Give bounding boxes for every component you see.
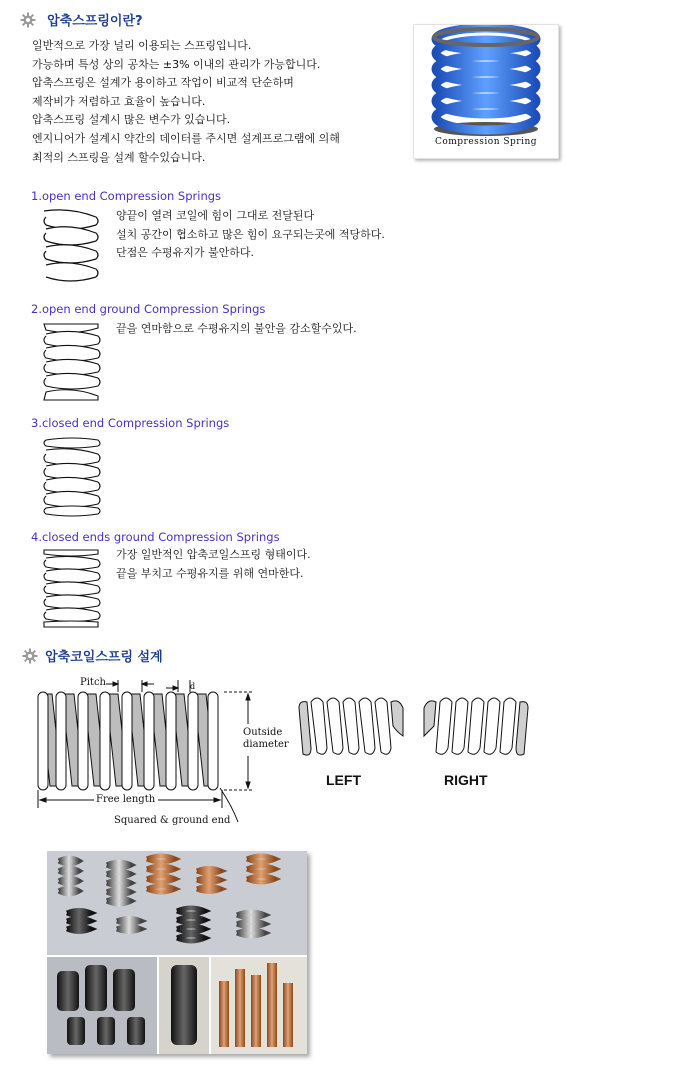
image-caption: Compression Spring <box>434 137 538 147</box>
intro-line: 제작비가 저렴하고 효율이 높습니다. <box>32 94 206 108</box>
intro-line: 압축스프링은 설계가 용이하고 작업이 비교적 단순하며 <box>32 76 294 90</box>
gear-icon <box>22 648 38 664</box>
wire-diameter-label: d <box>190 682 196 691</box>
intro-paragraph <box>32 37 402 167</box>
spring-collage-image <box>47 851 307 1054</box>
closed-end-spring-drawing <box>42 436 102 518</box>
outside-label: Outside <box>243 727 283 738</box>
type1-title: 1.open end Compression Springs <box>31 189 222 203</box>
left-hand-coil-drawing <box>297 692 407 762</box>
left-label: LEFT <box>326 772 361 788</box>
intro-line: 가능하며 특성 상의 공차는 ±3% 이내의 관리가 가능합니다. <box>32 57 321 71</box>
squared-ground-end-label: Squared & ground end <box>114 815 231 826</box>
type4-desc-line: 끝을 부치고 수평유지를 위해 연마한다. <box>116 566 304 580</box>
free-length-label: Free length <box>96 794 156 805</box>
type1-desc-line: 설치 공간이 협소하고 많은 힘이 요구되는곳에 적당하다. <box>116 227 385 241</box>
gear-icon <box>20 12 36 28</box>
intro-line: 최적의 스프링을 설계 할수있습니다. <box>32 150 206 164</box>
blue-spring-illustration <box>414 25 558 137</box>
pitch-label: Pitch <box>80 677 106 688</box>
open-end-spring-drawing <box>40 207 102 287</box>
intro-line: 일반적으로 가장 널리 이용되는 스프링입니다. <box>32 39 252 52</box>
type2-description <box>116 320 357 339</box>
open-end-ground-spring-drawing <box>42 322 102 402</box>
type2-desc-line: 끝을 연마함으로 수평유지의 불안을 감소할수있다. <box>116 322 357 335</box>
spring-design-diagram <box>32 676 294 836</box>
type4-description <box>116 546 311 583</box>
intro-line: 엔지니어가 설계시 약간의 데이터를 주시면 설계프로그램에 의해 <box>32 131 340 145</box>
type1-desc-line: 양끝이 열려 코일에 힘이 그대로 전달된다 <box>116 209 315 222</box>
spring-products-photo <box>47 851 307 1054</box>
intro-line: 압축스프링 설계시 많은 변수가 있습니다. <box>32 113 231 127</box>
compression-spring-image <box>413 24 559 159</box>
section2-title: 압축코일스프링 설계 <box>45 650 163 665</box>
diameter-label: diameter <box>243 739 289 750</box>
section1-header <box>20 10 143 29</box>
type2-title: 2.open end ground Compression Springs <box>31 302 266 316</box>
section1-title: 압축스프링이란? <box>47 14 143 29</box>
type3-title: 3.closed end Compression Springs <box>31 416 230 430</box>
right-hand-coil-drawing <box>420 692 530 762</box>
type4-title: 4.closed ends ground Compression Springs <box>31 530 280 544</box>
right-label: RIGHT <box>444 772 488 788</box>
type4-desc-line: 가장 일반적인 압축코일스프링 형태이다. <box>116 548 311 561</box>
type1-desc-line: 단점은 수평유지가 불안하다. <box>116 246 255 260</box>
type1-description <box>116 207 385 263</box>
section2-header <box>22 646 163 665</box>
closed-ground-spring-drawing <box>42 548 102 630</box>
